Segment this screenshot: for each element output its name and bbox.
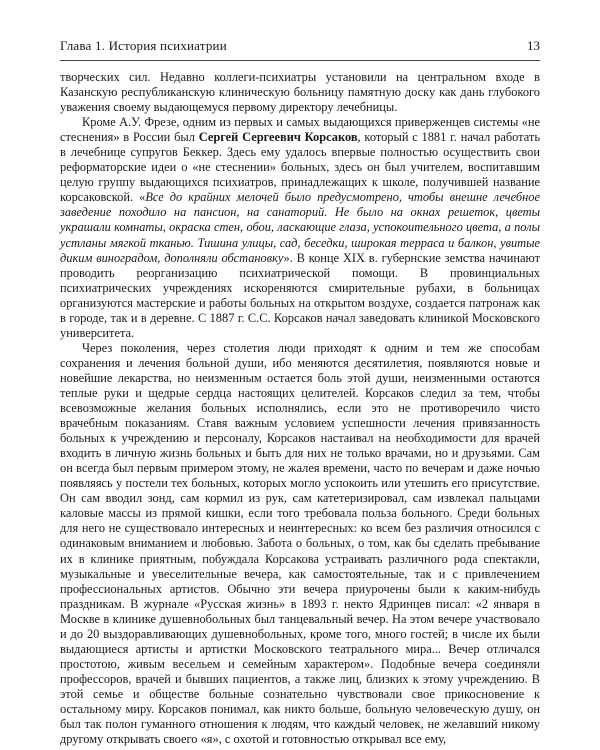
chapter-title: Глава 1. История психиатрии xyxy=(60,38,227,53)
page-number: 13 xyxy=(527,38,540,53)
paragraph xyxy=(60,115,540,341)
text-run: ». В конце XIX в. губернские земства начинают проводить реорганизацию психиатрической помощи. В провинциальных психиатрических учреждениях искореняются смирительные рубахи, в больницах организуются мастерские и работы больных на открытом воздухе, создается патронаж как в городе, так и в деревне. С 1887 г. С.С. Корсаков начал заведовать клиникой Московского университета. xyxy=(60,250,541,340)
text-run: творческих сил. Недавно коллеги-психиатры установили на центральном входе в Казанскую республиканскую клиническую больницу памятную доску как дань глубокого уважения своему выдающемуся первому директору лечебницы. xyxy=(60,70,540,115)
italic-quote: Все до крайних мелочей было предусмотрено, чтобы внешне лечебное заведение походило на пансион, на санаторий. Не было на окнах решеток, цветы украшали комнаты, окраска стен, обои, ласкающие глаза, успокоительного цвета, а полы устланы мягкой тканью. Тишина улицы, сад, беседки, широкая терраса и балкон, увитые диким виноградом, дополняли обстановку xyxy=(60,190,540,265)
text-run: Через поколения, через столетия люди приходят к одним и тем же способам сохранения и лечения больной души, ибо меняются десятилетия, появляются новые и новейшие лекарства, но неизменным остается боль этой души, неизменными остаются теплые руки и щедрые сердца настоящих целителей. Корсаков следил за тем, чтобы всевозможные желания больных исполнялись, если это не противоречило чисто врачебным показаниям. Ставя важным условием успешности лечения привязанность больных к учреждению и персоналу, Корсаков настаивал на необходимости для врачей входить в личную жизнь больных и быть для них не только врачами, но и друзьями. Сам он всегда был первым примером этому, не жалея времени, часто по вечерам и даже ночью появляясь у постели тех больных, которых могло успокоить или утешить его присутствие. Он сам вводил зонд, сам кормил из рук, сам катетеризировал, сам извлекал пальцами каловые массы из прямой кишки, если того требовала польза больного. Среди больных для него не существовало интересных и неинтересных: ко всем без различия относился с одинаковым вниманием и любовью. Забота о больных, о том, как бы сделать пребывание их в клинике приятным, побуждала Корсакова устраивать различного рода спектакли, музыкальные и увеселительные вечера, как самостоятельные, так и с привлечением профессиональных артистов. Обычно эти вечера приурочены были к каким-нибудь праздникам. В журнале «Русская жизнь» в 1893 г. некто Ядринцев писал: «2 января в Москве в клинике душевнобольных был танцевальный вечер. На этом вечере участвовало и до 20 выздоравливающих душевнобольных, кроме того, много гостей; в числе их были выдающиеся артисты и артистки Московского театрального мира... Вечер отличался простотою, живым весельем и семейным характером». Подобные вечера соединяли профессоров, врачей и бывших пациентов, а также лиц, близких к этому учреждению. В этой семье и обществе больные сознательно чувствовали свое прикосновение к остальному миру. Корсаков понимал, как никто больше, больную человеческую душу, он был так полон гуманного отношения к людям, что каждый человек, не желавший никому другому открывать своего «я», с охотой и готовностью открывал все ему, xyxy=(60,340,540,747)
book-page xyxy=(60,0,540,750)
paragraph xyxy=(60,70,540,115)
text-run: , который с 1881 г. начал работать в лечебнице супругов Беккер. Здесь ему удалось впервые полностью осуществить свои реформаторские идеи о «не стеснении» больных, здесь он был учителем, воспитавшим целую группу выдающихся психиатров, принадлежащих к школе, получившей название корсаковской. « xyxy=(60,130,540,205)
running-header xyxy=(60,38,540,61)
bold-name: Сергей Сергеевич Корсаков xyxy=(198,130,358,145)
paragraph xyxy=(60,341,540,747)
text-run: Кроме А.У. Фрезе, одним из первых и самых выдающихся приверженцев системы «не стеснения» в России был xyxy=(60,115,540,145)
body-text xyxy=(60,70,540,747)
